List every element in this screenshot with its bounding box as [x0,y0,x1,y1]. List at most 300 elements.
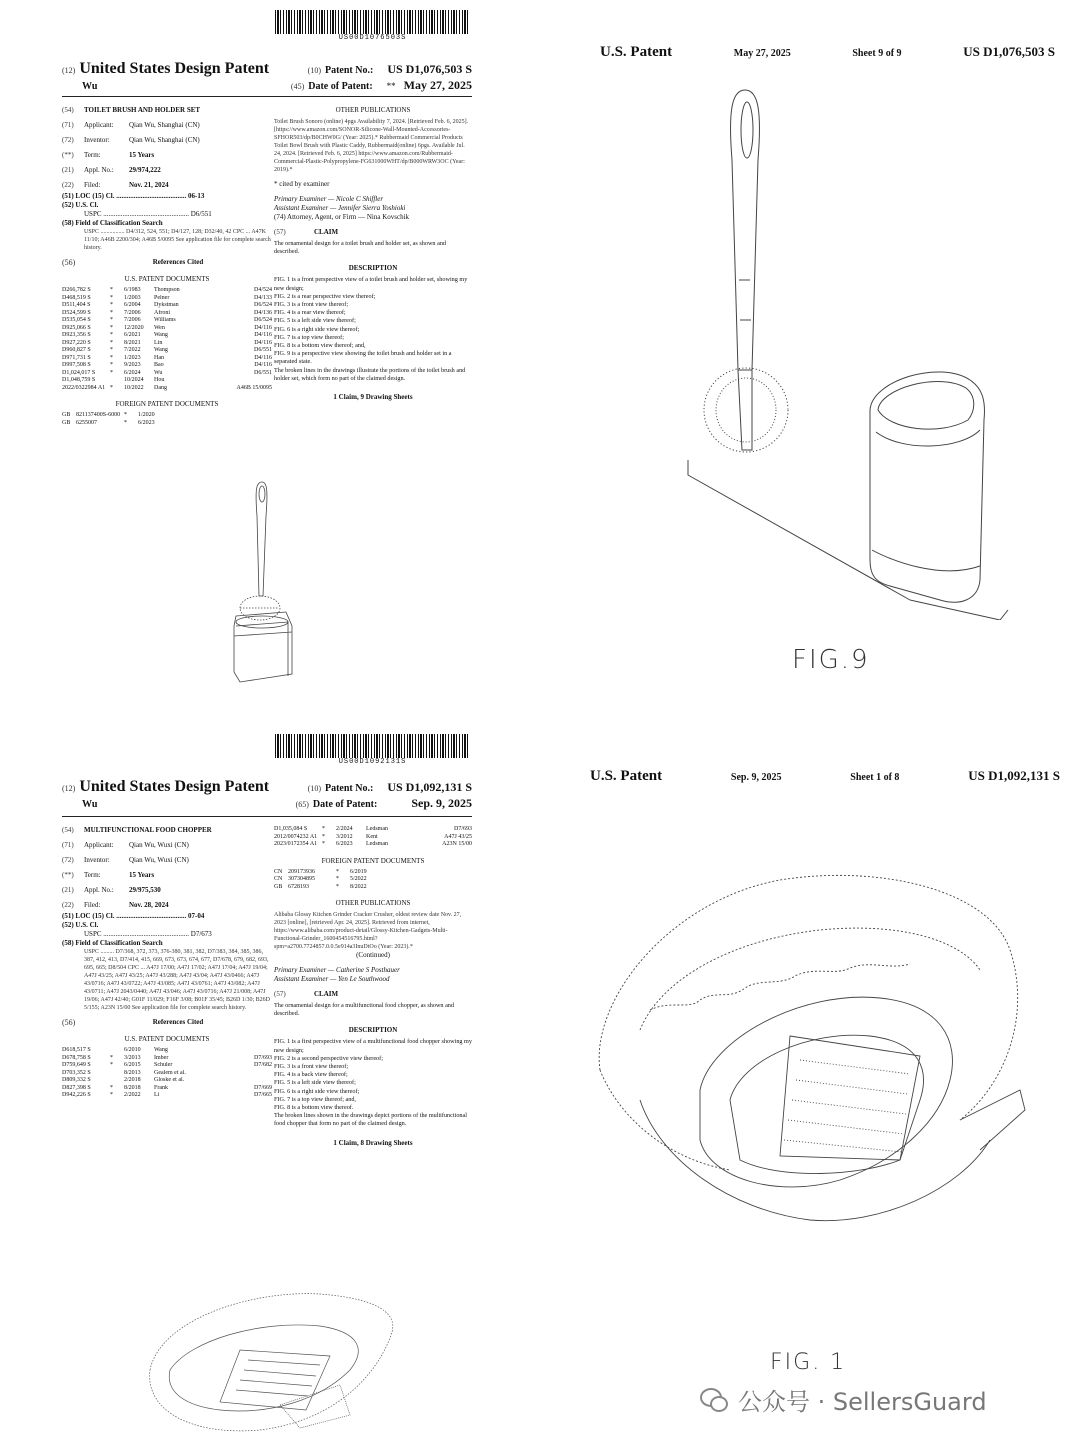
reference-row [274,869,472,877]
reference-cell: * [110,1084,113,1091]
watermark [700,1382,987,1417]
reference-cell: * [124,419,127,426]
reference-cell: A47J 43/25 [444,833,472,840]
reference-cell: 6/2010 [124,1047,141,1053]
reference-row [62,332,272,340]
us-docs-title: U.S. PATENT DOCUMENTS [124,1035,210,1043]
reference-cell: Han [154,354,164,361]
description-line: FIG. 3 is a front view thereof; [274,1063,349,1071]
sheet-number: Sheet 1 of 8 [850,772,900,783]
reference-cell: Wang [154,1047,168,1053]
claim-text: The ornamental design for a multifunctional food chopper, as shown and described. [274,1002,454,1018]
reference-cell: D942,226 S [62,1092,91,1098]
reference-row [62,340,272,348]
reference-cell [110,1070,124,1078]
continued-note: (Continued) [356,951,390,959]
foreign-docs-title: FOREIGN PATENT DOCUMENTS [115,400,219,408]
description-line: FIG. 4 is a rear view thereof; [274,309,346,317]
reference-cell: 2/2024 [336,826,353,832]
us-class: (52) U.S. Cl. [62,201,99,209]
reference-cell: * [110,309,113,316]
reference-row [274,841,472,849]
reference-cell [110,377,124,385]
reference-cell: * [110,347,113,353]
reference-cell: D266,782 S [62,287,91,293]
code-57: (57) [274,990,286,998]
field-label: Inventor: [84,856,110,864]
reference-cell: CN [274,868,283,875]
other-pubs: Alibaba Glossy Kitchen Grinder Cracker Crusher, oldest review date Nov. 27, 2023 [online], [retrieved Apr. 24, 2025]. Retrieved from internet, https://www.alibaba.com/product-detail/Glossy-Kitchen-Gadgets-Multi-Functional-Grinder_1600454516795.html?spm=a2700.7724857.0.0.5e914a3InuDtOo (Year: 2023).* [274,912,462,950]
reference-cell: 6/2023 [138,419,155,426]
reference-row [62,1077,272,1085]
field-title: TOILET BRUSH AND HOLDER SET [84,106,201,114]
assistant-examiner: Assistant Examiner — Yen Le Southwood [274,975,390,983]
watermark-text: 公众号 · SellersGuard [738,1388,987,1416]
reference-cell: 10/2022 [124,384,144,391]
claim-summary: 1 Claim, 8 Drawing Sheets [333,1138,413,1147]
reference-cell: * [124,412,127,418]
description-title: DESCRIPTION [348,264,398,273]
reference-cell: D4/116 [254,324,272,331]
attorney: (74) Attorney, Agent, or Firm — Nina Kovschik [274,213,410,221]
foreign-patent-documents [274,869,472,892]
reference-cell: 1/2003 [124,294,141,301]
field-num: (22) [62,181,74,189]
description-line: FIG. 9 is a perspective view showing the toilet brush and holder set in a separated state. [274,350,452,366]
description-line: FIG. 6 is a right side view thereof; [274,325,360,333]
reference-row [62,377,272,385]
reference-cell: 6728193 [288,883,309,890]
reference-cell: 6255007 [76,419,97,426]
field-label: Appl. No.: [84,886,114,894]
loc-class: (51) LOC (15) Cl. ........................................ 06-13 [62,192,205,200]
patent-title: United States Design Patent [79,60,270,77]
reference-cell: 7/2006 [124,309,141,316]
reference-cell: D809,332 S [62,1077,91,1083]
other-pubs-title: OTHER PUBLICATIONS [335,106,411,114]
reference-cell: A46B 15/0095 [236,384,272,391]
reference-cell: * [110,317,113,323]
field-title: MULTIFUNCTIONAL FOOD CHOPPER [84,826,212,834]
reference-cell: * [110,384,113,391]
field-num: (54) [62,106,74,114]
reference-row [62,1085,272,1093]
patent-header [62,60,472,93]
barcode [275,10,470,34]
reference-cell: 307304895 [288,876,315,882]
reference-cell: D7/665 [254,1092,272,1098]
header-rule [62,96,472,97]
reference-row [62,287,272,295]
references-cited: References Cited [152,1018,204,1026]
description-list [274,1038,472,1128]
sheet-patent-number: US D1,092,131 S [968,768,1060,783]
field-label: Filed: [84,901,101,909]
reference-cell: * [110,362,113,368]
reference-cell: GB [62,419,71,426]
field-applicant: Qian Wu, Wuxi (CN) [129,841,189,849]
patent-number: US D1,076,503 S [387,62,472,76]
field-term: 15 Years [129,871,155,879]
field-filed: Nov. 28, 2024 [129,901,169,909]
patent-number: US D1,092,131 S [387,780,472,794]
field-inventor: Qian Wu, Shanghai (CN) [129,136,200,144]
claim-title: CLAIM [314,990,339,998]
reference-cell: D4/116 [254,362,272,368]
field-filed: Nov. 21, 2024 [129,181,169,189]
patent-date: May 27, 2025 [403,78,472,92]
sheet-date: Sep. 9, 2025 [730,772,782,783]
reference-cell: Dang [154,384,167,391]
field-search-body: USPC ................ D4/312, 524, 551; D4/127, 128; D32/40, 42 CPC ... A47K 11/10; A46B 2200/304; A46B 5/0095 See application file for complete search history. [84,229,271,251]
reference-cell: D759,649 S [62,1062,91,1068]
reference-row [62,370,272,378]
us-patent-documents [62,287,272,392]
code-45: (65) [295,800,309,809]
reference-cell: 5/2022 [350,876,367,882]
drawing-sheet-1 [540,0,1080,720]
reference-cell: D4/116 [254,354,272,361]
reference-cell: Imber [154,1054,169,1061]
reference-cell: 9/2023 [124,362,141,368]
description-line: FIG. 5 is a left side view thereof; [274,1079,356,1087]
field-num: (**) [62,151,74,159]
reference-cell: * [110,1054,113,1061]
reference-cell: 2012/0074232 A1 [274,833,318,840]
publications-column [274,826,472,1151]
uspc-line: USPC ................................................. D6/551 [84,210,212,218]
reference-cell: 7/2006 [124,317,141,323]
reference-row [62,1047,272,1055]
field-label: Applicant: [84,121,114,129]
reference-row [62,420,272,428]
reference-cell: Schuler [154,1062,173,1068]
patent-front-page-1 [0,0,540,720]
reference-cell: 10/2024 [124,377,144,383]
reference-row [274,876,472,884]
reference-cell: Hou [154,377,165,383]
reference-cell: 2/2022 [124,1092,141,1098]
field-search-body: USPC ......... D7/368, 372, 373, 376-380, 381, 382, D7/383, 384, 385, 386, 387, 412, 413, D7/414, 415, 669, 673, 673, 674, 677, D7/678, 679, 682, 693, 695, 665; D8/504 CPC ... A47J 17/00; A47J 17/02; A47J 17/04; A47J 19/04; A47J 43/25; A47J 43/25; A47J 43/288; A47J 43/04; A47J 43/0466; A47J 43/0716; A47J 43/0722; A47J 43/085; A47J 43/0761; A47J 43/082; A47J 43/0711; A47J 2043/0440; A47J 43/046; A47J 43/0716; A47J 21/008; A47J 19/06; A47J 42/40; G01F 11/029; F16F 3/08; B01F 35/45; B26D 1/30; B26D 5/155; A23N 15/00 See application file for complete search history. [84,949,270,1011]
patent-date: Sep. 9, 2025 [411,796,472,810]
reference-cell: Afroni [154,309,170,316]
code-10: (10) [307,784,321,793]
description-line: FIG. 7 is a top view thereof; and, [274,1095,356,1103]
description-line: The broken lines in the drawings illustrate the portions of the toilet brush and holder set, which form no part of the claimed design. [274,366,466,382]
reference-cell: 8/2013 [124,1069,141,1076]
inventor-header: Wu [82,799,98,810]
code-56: (56) [62,258,76,267]
reference-row [62,310,272,318]
reference-cell: * [110,302,113,308]
reference-cell: Li [154,1092,160,1098]
description-line: FIG. 6 is a right side view thereof; [274,1087,360,1095]
field-search: (58) Field of Classification Search [62,219,163,227]
reference-cell: D7/682 [254,1062,272,1068]
sheet-header [600,44,1055,61]
reference-cell: 6/2024 [124,369,141,376]
reference-cell: 209173936 [288,868,315,875]
reference-cell: 8/2021 [124,339,141,346]
other-pubs-title: OTHER PUBLICATIONS [335,899,411,907]
us-class: (52) U.S. Cl. [62,921,99,929]
code-45: (45) [290,82,305,91]
field-label: Appl. No.: [84,166,114,174]
description-line: FIG. 1 is a front perspective view of a toilet brush and holder set, showing my new design; [274,276,468,292]
reference-row [62,412,272,420]
description-line: FIG. 4 is a back view thereof; [274,1071,348,1079]
field-num: (**) [62,871,74,879]
reference-cell: D1,048,759 S [62,377,96,383]
reference-row [62,355,272,363]
us-patent-documents [62,1047,272,1100]
patent-no-label: Patent No.: [324,783,374,794]
sheet-label: U.S. Patent [590,768,663,784]
reference-cell: Kent [366,833,378,840]
field-num: (71) [62,841,74,849]
reference-cell: * [110,287,113,293]
field-label: Filed: [84,181,101,189]
reference-cell: * [110,294,113,301]
reference-cell: 6/2004 [124,302,141,308]
reference-cell: 6/2023 [336,841,353,847]
reference-row [62,385,272,393]
barcode-number: US00D1076503S [338,34,407,42]
reference-cell: D923,356 S [62,332,91,338]
reference-cell: 6/2019 [350,868,367,875]
reference-cell: 2/2018 [124,1077,141,1083]
reference-cell: D6/524 [254,317,272,323]
publications-column [274,106,472,405]
drawing-sheet-2 [540,720,1080,1440]
reference-cell: D6/551 [254,369,272,376]
reference-row [62,1070,272,1078]
field-label: Applicant: [84,841,114,849]
figure-label: FIG. 1 [770,1350,847,1375]
reference-cell: D4/116 [254,332,272,338]
code-10: (10) [307,66,321,75]
reference-cell: D4/524 [254,287,272,293]
reference-cell: * [110,369,113,376]
reference-cell: D997,508 S [62,362,91,368]
reference-cell: D4/133 [254,294,272,301]
cited-by: * cited by examiner [274,180,330,188]
reference-cell: 821137400S-6000 [76,412,121,418]
reference-cell [194,377,272,385]
reference-cell: D7/693 [254,1054,272,1061]
field-search: (58) Field of Classification Search [62,939,163,947]
reference-cell: 7/2022 [124,347,141,353]
inventor-header: Wu [82,81,98,92]
description-line: FIG. 3 is a front view thereof; [274,301,349,309]
bibliographic-fields [62,826,272,1100]
description-title: DESCRIPTION [348,1026,398,1035]
field-num: (72) [62,136,74,144]
reference-cell: D7/693 [454,826,472,832]
reference-cell: Thompson [154,287,180,293]
reference-row [62,1062,272,1070]
sheet-patent-number: US D1,076,503 S [963,44,1055,59]
field-term: 15 Years [129,151,155,159]
description-line: FIG. 8 is a bottom view thereof. [274,1104,354,1112]
continued-us-documents [274,826,472,849]
description-line: FIG. 8 is a bottom view thereof; and, [274,342,366,350]
claim-title: CLAIM [314,228,339,236]
reference-cell: Wang [154,332,168,338]
reference-cell: D535,054 S [62,317,91,323]
field-appl-no: 29/975,530 [129,886,161,894]
reference-cell: Lin [154,339,163,346]
reference-cell: * [110,339,113,346]
field-label: Inventor: [84,136,110,144]
reference-cell [110,1077,124,1085]
description-line: FIG. 1 is a first perspective view of a multifunctional food chopper showing my new design; [274,1038,472,1054]
reference-cell: * [322,833,325,840]
reference-cell: D618,517 S [62,1047,91,1053]
reference-cell: D511,404 S [62,302,91,308]
date-label: Date of Patent: [312,799,378,810]
sheet-date: May 27, 2025 [733,48,791,59]
reference-cell: Pelner [154,294,170,301]
reference-cell: D703,352 S [62,1069,91,1076]
field-num: (21) [62,166,74,174]
reference-row [62,1055,272,1063]
wechat-icon [700,1388,728,1412]
reference-cell: D6/524 [254,302,272,308]
reference-cell: D7/669 [254,1084,272,1091]
reference-cell: Wu [154,369,163,376]
assistant-examiner: Assistant Examiner — Jennifer Sierra Yoshioki [274,204,406,212]
field-applicant: Qian Wu, Shanghai (CN) [129,121,200,129]
field-appl-no: 29/974,222 [129,166,161,174]
reference-cell: * [110,354,113,361]
reference-cell: Bao [154,362,164,368]
field-label: Term: [84,871,101,879]
field-num: (22) [62,901,74,909]
reference-cell: Ledsman [366,841,388,847]
header-rule [62,816,472,817]
barcode-number: US00D1092131S [338,758,407,766]
reference-cell: D6/551 [254,347,272,353]
other-pubs: Toilet Brush Sonoro (online) 4pgs Availability 7, 2024. [Retrieved Feb. 6, 2025]. [https://www.amazon.com/SONOR-Silicone-Wall-Mounted-Accessories-SFHOR503/dp/B0CHW0G/ (Year: 2025).* Rubbermaid Commercial Products Toilet Bowl Brush with Plastic Caddy, Rubbermaid(online) 6pgs. Available Jul. 24, 2024. [Retrieved Feb. 6, 2025] https://www.amazon.com/Rubbermaid-Commercial-Plastic-Polypropylene-FG631000WHT/dp/B000WRW3OC (Year: 2019).* [274,119,469,173]
us-docs-title: U.S. PATENT DOCUMENTS [124,275,210,283]
food-chopper-drawing [130,1280,430,1440]
reference-row [62,302,272,310]
reference-cell: Gealem et al. [154,1069,186,1076]
field-num: (72) [62,856,74,864]
reference-cell: D925,066 S [62,324,91,331]
reference-cell: 3/2013 [124,1054,141,1061]
reference-cell: D468,519 S [62,294,91,301]
field-num: (71) [62,121,74,129]
patent-no-label: Patent No.: [324,65,374,76]
field-inventor: Qian Wu, Wuxi (CN) [129,856,189,864]
primary-examiner: Primary Examiner — Nicole C Shiffler [274,195,384,203]
reference-cell: Gloske et al. [154,1077,185,1083]
reference-row [274,834,472,842]
description-line: FIG. 2 is a rear perspective view thereof; [274,292,376,300]
reference-cell [194,1070,272,1078]
loc-class: (51) LOC (15) Cl. ........................................ 07-04 [62,912,205,920]
reference-row [62,347,272,355]
patent-title: United States Design Patent [79,778,270,795]
reference-cell: Ledsman [366,826,388,832]
reference-cell: * [336,876,339,882]
reference-cell: * [322,826,325,832]
reference-cell: D4/136 [254,309,272,316]
reference-cell: 6/2015 [124,1062,141,1068]
date-label: Date of Patent: [308,81,373,92]
reference-cell: 2023/0172354 A1 [274,841,318,847]
reference-cell: 3/2012 [336,833,353,840]
foreign-patent-documents [62,412,272,427]
description-line: The broken lines shown in the drawings depict portions of the multifunctional food chopper that form no part of the claimed design. [274,1112,467,1128]
field-label: Term: [84,151,101,159]
reference-row [62,325,272,333]
reference-cell: D960,827 S [62,347,91,353]
claim-text: The ornamental design for a toilet brush and holder set, as shown and described. [274,240,447,256]
food-chopper-figure-1 [580,860,1050,1240]
reference-cell: * [110,1062,113,1068]
reference-cell: D827,398 S [62,1084,91,1091]
reference-row [62,362,272,370]
reference-cell [110,1047,124,1055]
reference-row [62,295,272,303]
reference-cell: 8/2018 [124,1084,141,1091]
bibliographic-fields [62,106,272,427]
reference-cell: Wen [154,324,165,331]
reference-row [274,826,472,834]
reference-row [274,884,472,892]
reference-cell: 1/2020 [138,412,155,418]
toilet-brush-figure-9 [640,80,1020,620]
reference-cell: Frank [154,1084,168,1091]
code-56: (56) [62,1018,76,1027]
code-12: (12) [62,66,76,75]
reference-cell: A23N 15/00 [442,841,472,847]
description-line: FIG. 5 is a left side view thereof; [274,317,356,325]
reference-cell: D927,220 S [62,339,91,346]
reference-cell: Wang [154,347,168,353]
reference-cell: 12/2020 [124,324,144,331]
code-12: (12) [62,784,76,793]
reference-cell: * [110,332,113,338]
reference-row [62,317,272,325]
reference-cell: 8/2022 [350,883,367,890]
toilet-brush-drawing [200,476,320,696]
reference-cell: D524,599 S [62,309,91,316]
reference-cell: D678,758 S [62,1054,91,1061]
reference-cell: D971,731 S [62,354,91,361]
uspc-line: USPC ................................................. D7/673 [84,930,212,938]
sheet-label: U.S. Patent [600,44,673,60]
reference-cell: 6/2021 [124,332,141,338]
reference-row [62,1092,272,1100]
reference-cell: Williams [154,317,176,323]
reference-cell: D1,035,084 S [274,826,308,832]
reference-cell: D1,024,017 S [62,369,96,376]
field-num: (54) [62,826,74,834]
code-57: (57) [274,228,286,236]
reference-cell: * [110,1092,113,1098]
reference-cell: CN [274,876,283,882]
patent-header [62,778,472,811]
reference-cell [194,1077,272,1085]
description-line: FIG. 2 is a second perspective view thereof; [274,1054,383,1062]
reference-cell: D4/116 [254,339,272,346]
figure-label: FIG.9 [792,645,870,675]
claim-summary: 1 Claim, 9 Drawing Sheets [333,393,413,402]
